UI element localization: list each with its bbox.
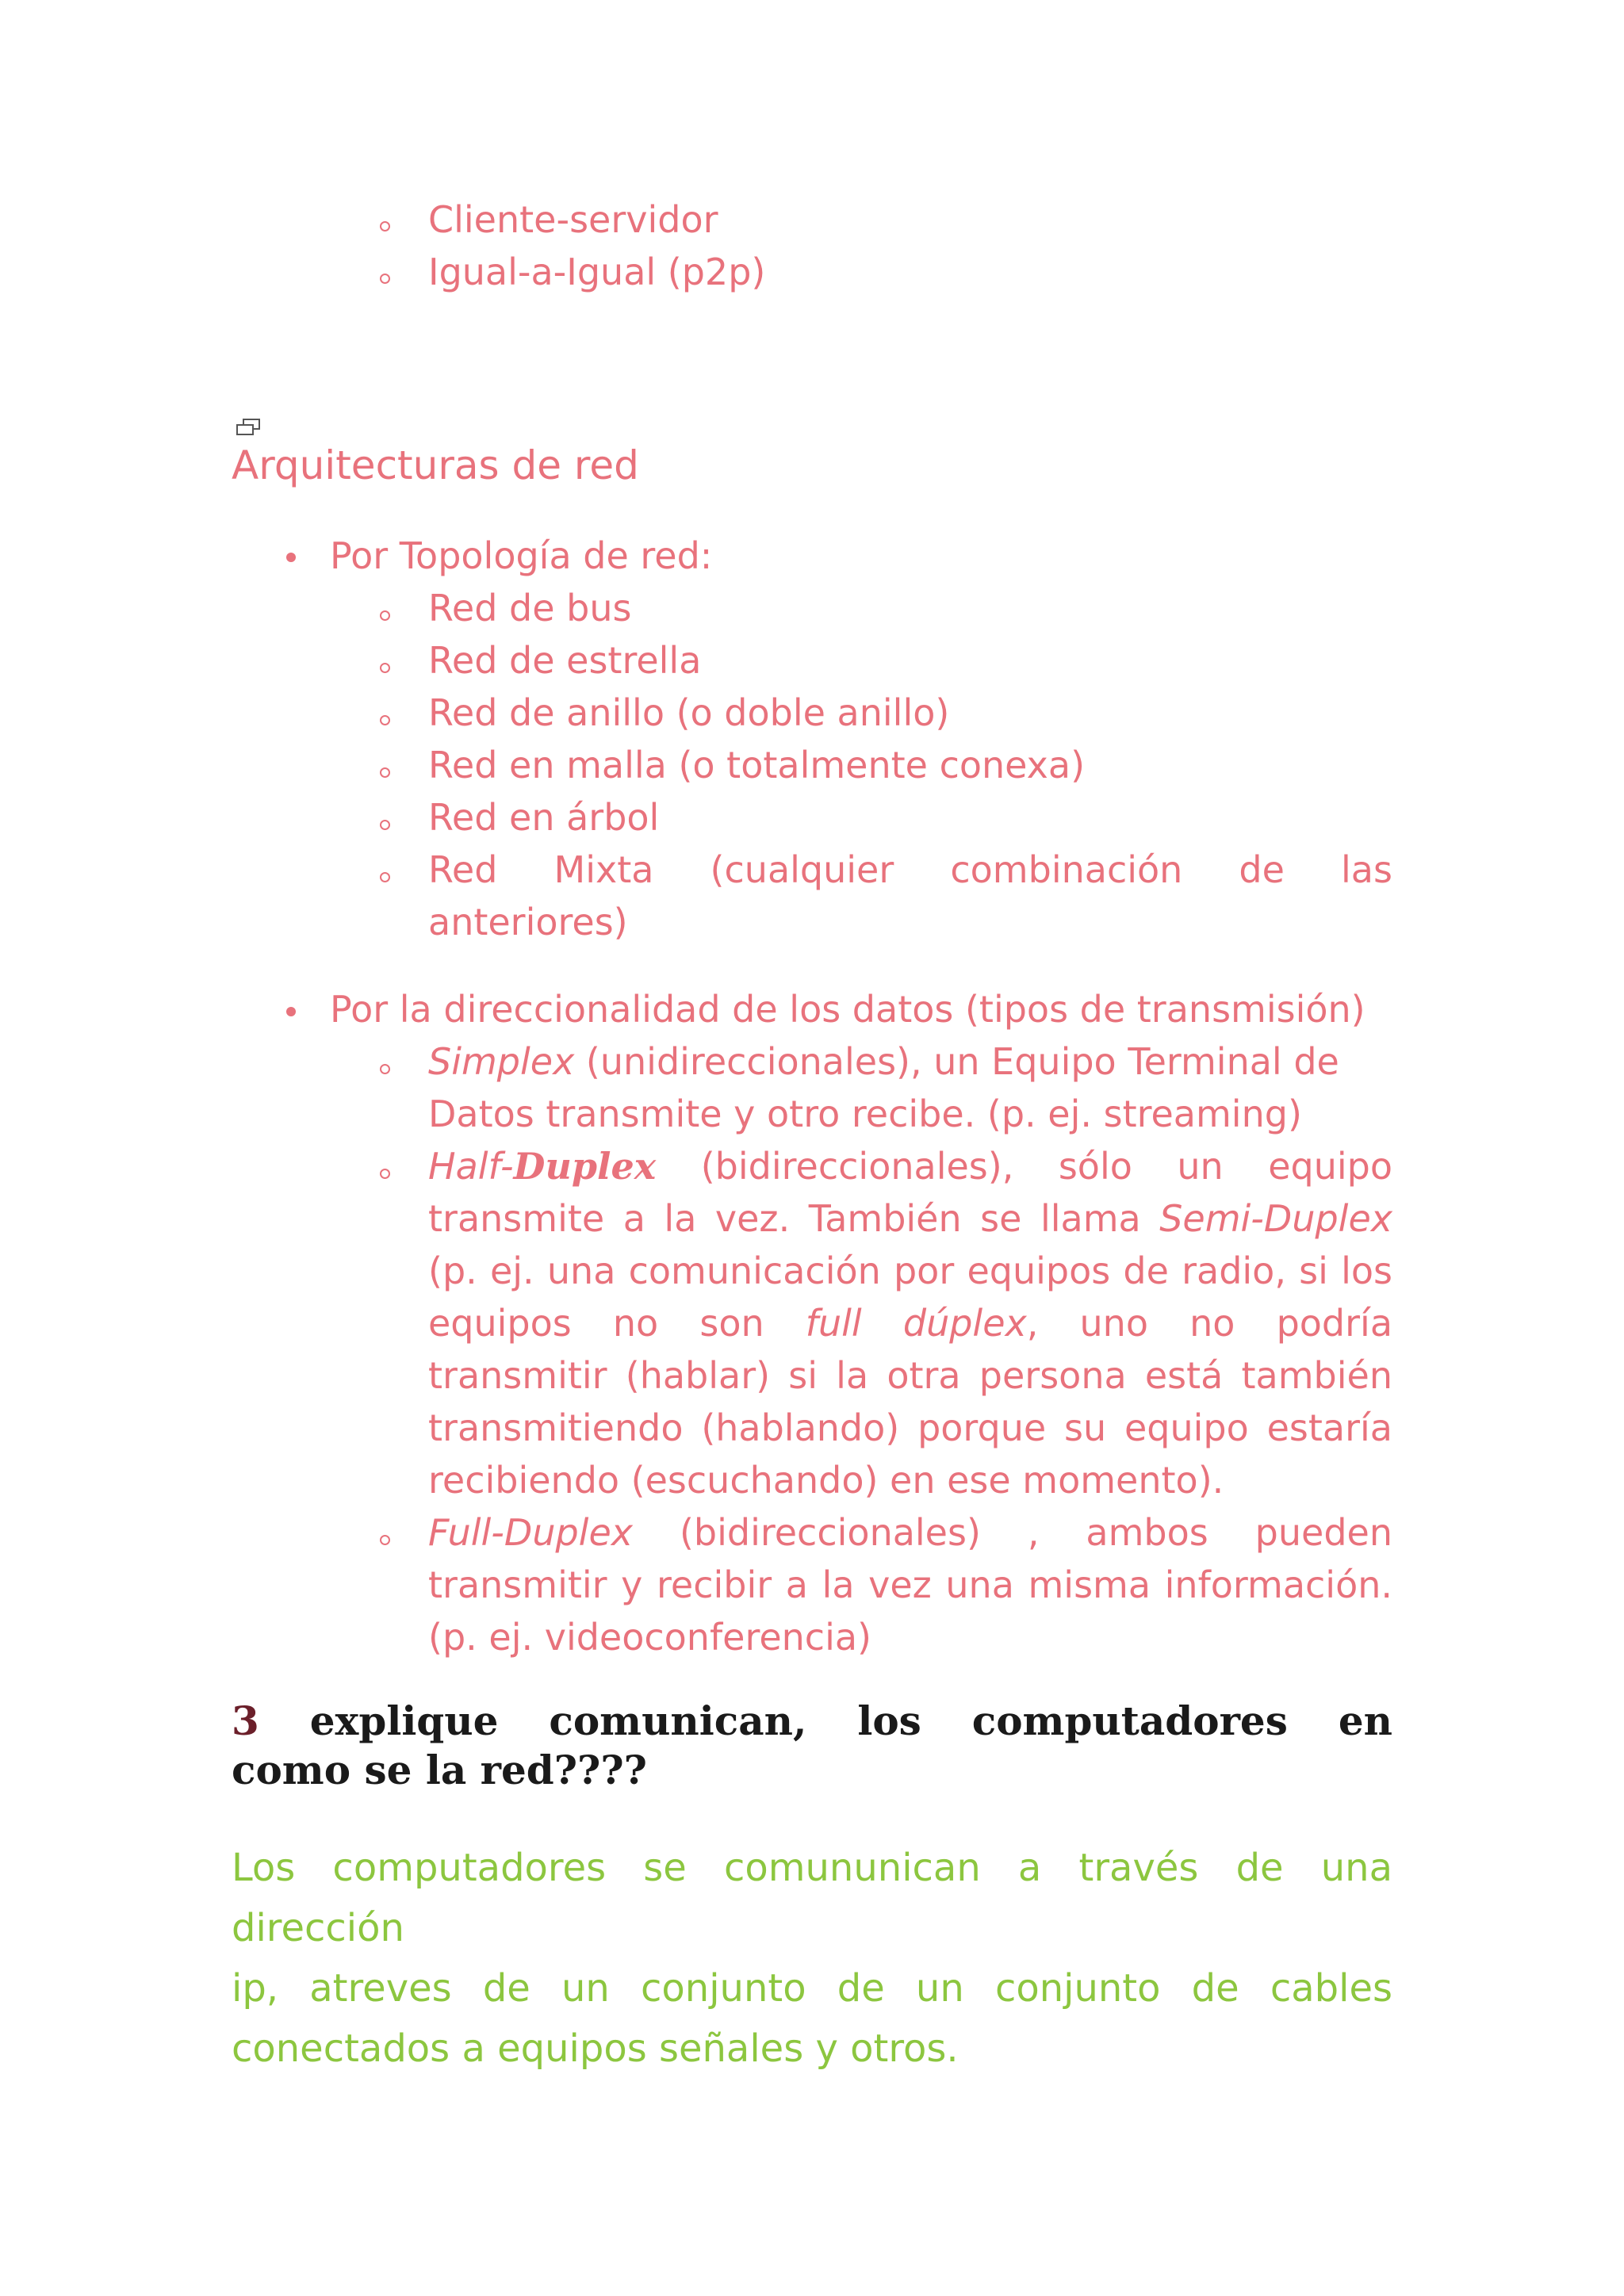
circle-bullet-icon bbox=[380, 663, 390, 673]
list-item-cliente-servidor: Cliente-servidor bbox=[428, 198, 718, 241]
bullet-icon bbox=[286, 553, 296, 562]
list-item-red-malla: Red en malla (o totalmente conexa) bbox=[428, 744, 1086, 786]
circle-bullet-icon bbox=[380, 715, 390, 725]
list-item-half-duplex: Half-Duplex (bidireccionales), sólo un equipo transmite a la vez. También se llama Semi-Duplex (p. ej. una comunicación por equipos de radio, si los equipos no son full dúplex, uno no podría transmitir (hablar) si la otra persona está también transmitiendo (hablando) porque su equipo estaría recibiendo (escuchando) en ese momento). bbox=[428, 1145, 1393, 1502]
list-item-red-arbol: Red en árbol bbox=[428, 796, 660, 839]
list-item-red-anillo: Red de anillo (o doble anillo) bbox=[428, 691, 950, 734]
list-item-full-duplex: Full-Duplex (bidireccionales) , ambos pueden transmitir y recibir a la vez una misma información. (p. ej. videoconferencia) bbox=[428, 1511, 1392, 1659]
list-item-red-estrella: Red de estrella bbox=[428, 639, 702, 682]
circle-bullet-icon bbox=[380, 767, 390, 778]
anchor-icon bbox=[236, 419, 261, 436]
list-item-simplex: Simplex (unidireccionales), un Equipo Terminal de Datos transmite y otro recibe. (p. ej. streaming) bbox=[428, 1040, 1339, 1135]
direccionalidad-label: Por la direccionalidad de los datos (tipos de transmisión) bbox=[330, 988, 1365, 1031]
list-item-igual-a-igual: Igual-a-Igual (p2p) bbox=[428, 251, 766, 293]
list-item-red-mixta: Red Mixta (cualquier combinación de las anteriores) bbox=[428, 848, 1392, 943]
circle-bullet-icon bbox=[380, 1064, 390, 1074]
bullet-icon bbox=[286, 1007, 296, 1016]
list-item-red-bus: Red de bus bbox=[428, 587, 632, 629]
circle-bullet-icon bbox=[380, 1535, 390, 1545]
circle-bullet-icon bbox=[380, 872, 390, 882]
section-heading: Arquitecturas de red bbox=[232, 442, 639, 488]
circle-bullet-icon bbox=[380, 610, 390, 621]
circle-bullet-icon bbox=[380, 1169, 390, 1179]
circle-bullet-icon bbox=[380, 820, 390, 830]
circle-bullet-icon bbox=[380, 221, 390, 232]
circle-bullet-icon bbox=[380, 274, 390, 284]
question-heading: 3 explique comunican, los computadores en como se la red???? bbox=[232, 1697, 1392, 1793]
topologia-label: Por Topología de red: bbox=[330, 534, 713, 577]
answer-paragraph: Los computadores se comununican a través de una dirección ip, atreves de un conjunto de un conjunto de cables conectados a equipos señales y otros. bbox=[232, 1846, 1392, 2071]
